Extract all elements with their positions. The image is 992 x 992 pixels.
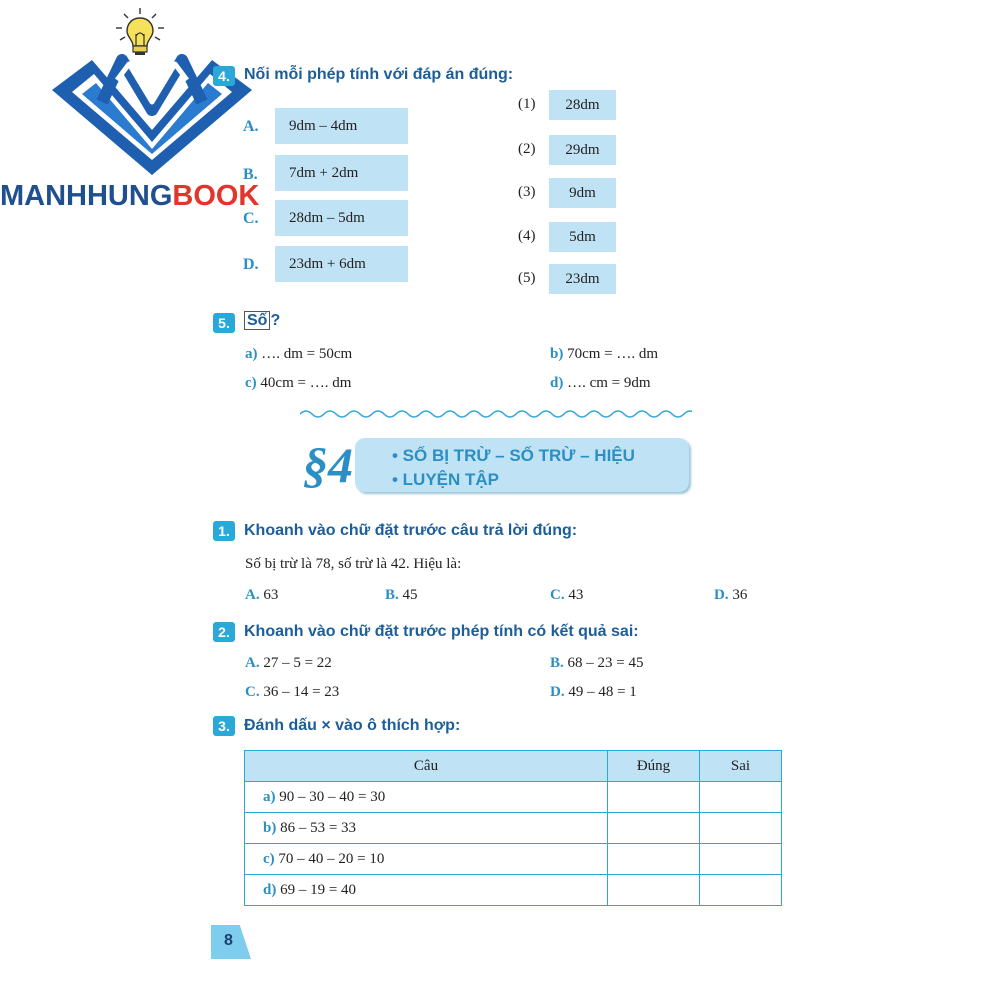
section-line1: • SỐ BỊ TRỪ – SỐ TRỪ – HIỆU (392, 446, 635, 465)
q4-right-box-1[interactable]: 28dm (549, 90, 616, 120)
row-d-dung-cell[interactable] (608, 875, 700, 906)
page-number: 8 (224, 932, 233, 949)
q4-number-badge: 4. (213, 66, 235, 86)
s1-title: Khoanh vào chữ đặt trước câu trả lời đúng: (244, 522, 578, 539)
watermark-logo (0, 0, 300, 220)
s3-title: Đánh dấu × vào ô thích hợp: (244, 717, 461, 734)
table-row (245, 875, 782, 906)
q4-left-box-d[interactable]: 23dm + 6dm (275, 246, 408, 282)
s2-option-d[interactable]: D. 49 – 48 = 1 (550, 684, 637, 700)
row-a-sai-cell[interactable] (700, 782, 782, 813)
q4-left-box-a[interactable]: 9dm – 4dm (275, 108, 408, 144)
q4-right-num-1: (1) (518, 96, 536, 112)
brand-name-part1: MANHHUNG (0, 180, 173, 212)
q4-right-num-3: (3) (518, 184, 536, 200)
row-c-dung-cell[interactable] (608, 844, 700, 875)
s1-number-badge: 1. (213, 521, 235, 541)
q5-number-badge: 5. (213, 313, 235, 333)
s2-number-badge: 2. (213, 622, 235, 642)
q5-item-d: d) …. cm = 9dm (550, 375, 651, 391)
table-row (245, 782, 782, 813)
row-b-statement: b) 86 – 53 = 33 (245, 813, 608, 844)
q4-left-letter-a: A. (243, 118, 259, 135)
q4-left-box-b[interactable]: 7dm + 2dm (275, 155, 408, 191)
q4-left-letter-d: D. (243, 256, 259, 273)
s1-option-d[interactable]: D. 36 (714, 587, 748, 603)
s1-option-c[interactable]: C. 43 (550, 587, 584, 603)
row-d-statement: d) 69 – 19 = 40 (245, 875, 608, 906)
q4-left-letter-c: C. (243, 210, 259, 227)
header-sai: Sai (700, 751, 782, 782)
q4-right-num-5: (5) (518, 270, 536, 286)
brand-name-part2: BOOK (172, 180, 260, 212)
s1-question: Số bị trừ là 78, số trừ là 42. Hiệu là: (245, 556, 462, 572)
q4-left-box-c[interactable]: 28dm – 5dm (275, 200, 408, 236)
s3-answer-table (244, 750, 782, 906)
q4-right-box-3[interactable]: 9dm (549, 178, 616, 208)
row-c-sai-cell[interactable] (700, 844, 782, 875)
section-line2: • LUYỆN TẬP (392, 470, 500, 489)
s2-title: Khoanh vào chữ đặt trước phép tính có kết quả sai: (244, 623, 639, 640)
q4-right-num-2: (2) (518, 141, 536, 157)
wavy-divider (300, 408, 692, 420)
q5-item-c: c) 40cm = …. dm (245, 375, 352, 391)
s3-number-badge: 3. (213, 716, 235, 736)
q4-title: Nối mỗi phép tính với đáp án đúng: (244, 66, 514, 83)
q4-right-box-4[interactable]: 5dm (549, 222, 616, 252)
row-b-dung-cell[interactable] (608, 813, 700, 844)
q4-right-num-4: (4) (518, 228, 536, 244)
s1-option-a[interactable]: A. 63 (245, 587, 279, 603)
header-cau: Câu (245, 751, 608, 782)
q5-item-b: b) 70cm = …. dm (550, 346, 659, 362)
row-a-dung-cell[interactable] (608, 782, 700, 813)
header-dung: Đúng (608, 751, 700, 782)
q5-title (244, 312, 280, 330)
section-symbol: §4 (303, 437, 353, 493)
q4-right-box-2[interactable]: 29dm (549, 135, 616, 165)
s2-option-a[interactable]: A. 27 – 5 = 22 (245, 655, 332, 671)
row-d-sai-cell[interactable] (700, 875, 782, 906)
table-header-row (245, 751, 782, 782)
s2-option-b[interactable]: B. 68 – 23 = 45 (550, 655, 644, 671)
row-c-statement: c) 70 – 40 – 20 = 10 (245, 844, 608, 875)
q4-right-box-5[interactable]: 23dm (549, 264, 616, 294)
q4-left-letter-b: B. (243, 166, 258, 183)
row-b-sai-cell[interactable] (700, 813, 782, 844)
q5-item-a: a) …. dm = 50cm (245, 346, 353, 362)
row-a-statement: a) 90 – 30 – 40 = 30 (245, 782, 608, 813)
q5-boxed-word: Số (244, 311, 270, 330)
s1-option-b[interactable]: B. 45 (385, 587, 418, 603)
table-row (245, 813, 782, 844)
q5-suffix: ? (270, 312, 281, 329)
table-row (245, 844, 782, 875)
s2-option-c[interactable]: C. 36 – 14 = 23 (245, 684, 340, 700)
